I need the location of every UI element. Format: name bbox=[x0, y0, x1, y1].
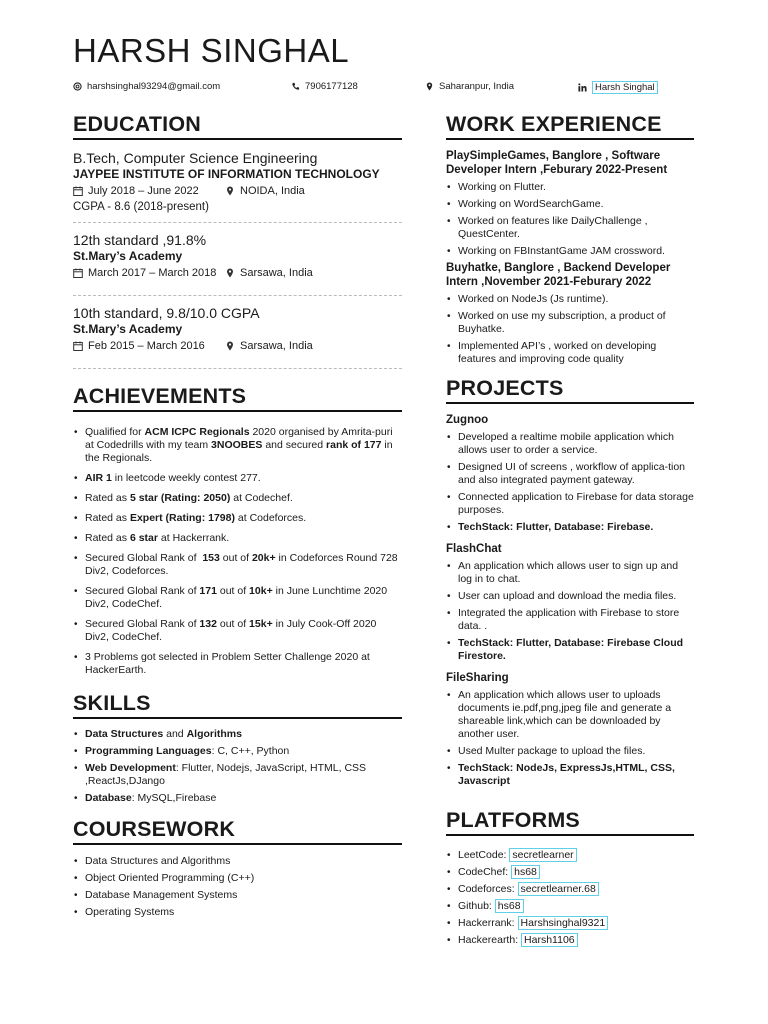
platforms-list bbox=[446, 849, 694, 947]
coursework-item: • Operating Systems bbox=[73, 906, 402, 919]
education-entry bbox=[73, 232, 402, 279]
map-pin-icon bbox=[225, 268, 235, 278]
job-bullet: • Worked on use my subscription, a product of Buyhatke. bbox=[446, 310, 694, 336]
edu-location: Sarsawa, India bbox=[240, 267, 313, 279]
linkedin-icon bbox=[578, 83, 587, 92]
achievements-list bbox=[73, 426, 402, 677]
dates: March 2017 – March 2018 bbox=[88, 267, 217, 279]
at-icon bbox=[73, 82, 82, 91]
project-bullet: • TechStack: Flutter, Database: Firebase. bbox=[446, 521, 694, 534]
degree: B.Tech, Computer Science Engineering bbox=[73, 150, 318, 166]
achievement-item: • Rated as 5 star (Rating: 2050) at Codechef. bbox=[73, 492, 402, 505]
skill-item: • Data Structures and Algorithms bbox=[73, 728, 402, 741]
calendar-icon bbox=[73, 186, 83, 196]
platform-site: Hackerrank: bbox=[458, 917, 518, 929]
phone-contact[interactable] bbox=[291, 81, 358, 92]
platform-handle-link[interactable]: hs68 bbox=[495, 899, 524, 913]
edu-location: NOIDA, India bbox=[240, 185, 305, 197]
job-bullet: • Working on Flutter. bbox=[446, 181, 694, 194]
platform-item bbox=[446, 849, 694, 862]
platform-site: Codeforces: bbox=[458, 883, 518, 895]
job-bullet: • Worked on NodeJs (Js runtime). bbox=[446, 293, 694, 306]
achievement-item: • Rated as Expert (Rating: 1798) at Codeforces. bbox=[73, 512, 402, 525]
project-bullets bbox=[446, 689, 694, 788]
map-pin-icon bbox=[225, 186, 235, 196]
platform-item bbox=[446, 934, 694, 947]
platform-item bbox=[446, 900, 694, 913]
project-bullet: • Designed UI of screens , workflow of applica-tion and also integrated payment gateway. bbox=[446, 461, 694, 487]
left-column bbox=[73, 112, 402, 919]
right-column bbox=[446, 112, 694, 947]
coursework-item: • Database Management Systems bbox=[73, 889, 402, 902]
dates: July 2018 – June 2022 bbox=[88, 185, 199, 197]
job-bullet: • Working on FBInstantGame JAM crossword. bbox=[446, 245, 694, 258]
coursework-heading: COURSEWORK bbox=[73, 817, 402, 845]
platform-item bbox=[446, 866, 694, 879]
achievement-item: • AIR 1 in leetcode weekly contest 277. bbox=[73, 472, 402, 485]
platforms-heading: PLATFORMS bbox=[446, 808, 694, 836]
skills-heading: SKILLS bbox=[73, 691, 402, 719]
achievement-item: • Secured Global Rank of 153 out of 20k+ in Codeforces Round 728 Div2, Codeforces. bbox=[73, 552, 402, 578]
skills-list bbox=[73, 728, 402, 805]
project-bullet: • Integrated the application with Firebase to store data. . bbox=[446, 607, 694, 633]
linkedin-link[interactable]: Harsh Singhal bbox=[592, 81, 658, 94]
candidate-name: HARSH SINGHAL bbox=[73, 32, 350, 69]
project-bullet: • TechStack: Flutter, Database: Firebase Cloud Firestore. bbox=[446, 637, 694, 663]
location-text: Saharanpur, India bbox=[439, 81, 515, 92]
platform-site: Github: bbox=[458, 900, 495, 912]
map-pin-icon bbox=[225, 341, 235, 351]
project-bullets bbox=[446, 431, 694, 534]
divider bbox=[73, 295, 402, 296]
project-bullet: • Used Multer package to upload the files. bbox=[446, 745, 694, 758]
skill-item: • Programming Languages: C, C++, Python bbox=[73, 745, 402, 758]
achievement-item: • Secured Global Rank of 171 out of 10k+ in June Lunchtime 2020 Div2, CodeChef. bbox=[73, 585, 402, 611]
degree: 10th standard, 9.8/10.0 CGPA bbox=[73, 305, 260, 321]
email-text: harshsinghal93294@gmail.com bbox=[87, 81, 221, 92]
platform-site: CodeChef: bbox=[458, 866, 512, 878]
work-list bbox=[446, 149, 694, 366]
achievement-item: • Qualified for ACM ICPC Regionals 2020 organised by Amrita-puri at Codedrills with my team 3NOOBES and secured rank of 177 in the Regionals. bbox=[73, 426, 402, 465]
location-contact bbox=[425, 81, 514, 92]
platform-handle-link[interactable]: secretlearner.68 bbox=[518, 882, 599, 896]
work-heading: WORK EXPERIENCE bbox=[446, 112, 694, 140]
phone-text: 7906177128 bbox=[305, 81, 358, 92]
education-entry bbox=[73, 150, 402, 213]
platform-handle-link[interactable]: Harshsinghal9321 bbox=[518, 916, 609, 930]
platform-handle-link[interactable]: Harsh1106 bbox=[521, 933, 578, 947]
skill-item: • Web Development: Flutter, Nodejs, JavaScript, HTML, CSS ,ReactJs,DJango bbox=[73, 762, 402, 788]
project-name: FlashChat bbox=[446, 543, 502, 555]
education-heading: EDUCATION bbox=[73, 112, 402, 140]
project-bullets bbox=[446, 560, 694, 663]
cgpa: CGPA - 8.6 (2018-present) bbox=[73, 201, 209, 213]
achievement-item: • Rated as 6 star at Hackerrank. bbox=[73, 532, 402, 545]
institution: St.Mary’s Academy bbox=[73, 249, 183, 263]
project-bullet: • Developed a realtime mobile application which allows user to order a service. bbox=[446, 431, 694, 457]
phone-icon bbox=[291, 82, 300, 91]
project-bullet: • TechStack: NodeJs, ExpressJs,HTML, CSS, Javascript bbox=[446, 762, 694, 788]
skill-item: • Database: MySQL,Firebase bbox=[73, 792, 402, 805]
projects-heading: PROJECTS bbox=[446, 376, 694, 404]
degree: 12th standard ,91.8% bbox=[73, 232, 207, 248]
calendar-icon bbox=[73, 268, 83, 278]
project-name: FileSharing bbox=[446, 672, 509, 684]
project-bullet: • User can upload and download the media files. bbox=[446, 590, 694, 603]
job-bullet: • Working on WordSearchGame. bbox=[446, 198, 694, 211]
project-bullet: • Connected application to Firebase for data storage purposes. bbox=[446, 491, 694, 517]
job-heading: Buyhatke, Banglore , Backend Developer Intern ,November 2021-Feburary 2022 bbox=[446, 262, 671, 288]
email-contact[interactable] bbox=[73, 81, 220, 92]
achievement-item: • Secured Global Rank of 132 out of 15k+ in July Cook-Off 2020 Div2, CodeChef. bbox=[73, 618, 402, 644]
platform-site: Hackerearth: bbox=[458, 934, 522, 946]
projects-list bbox=[446, 413, 694, 788]
divider bbox=[73, 368, 402, 369]
platform-item bbox=[446, 917, 694, 930]
project-name: Zugnoo bbox=[446, 414, 489, 426]
achievement-item: • 3 Problems got selected in Problem Setter Challenge 2020 at HackerEarth. bbox=[73, 651, 402, 677]
job-bullet: • Worked on features like DailyChallenge , QuestCenter. bbox=[446, 215, 694, 241]
achievements-heading: ACHIEVEMENTS bbox=[73, 384, 402, 412]
job-bullets bbox=[446, 181, 694, 258]
coursework-item: • Data Structures and Algorithms bbox=[73, 855, 402, 868]
job-bullet: • Implemented API’s , worked on developing features and improving code quality bbox=[446, 340, 694, 366]
project-bullet: • An application which allows user to uploads documents ie.pdf,png,jpeg file and generate a shareable link,which can be downloaded by another user. bbox=[446, 689, 694, 741]
platform-handle-link[interactable]: hs68 bbox=[511, 865, 540, 879]
job-heading: PlaySimpleGames, Banglore , Software Developer Intern ,Feburary 2022-Present bbox=[446, 150, 668, 176]
coursework-item: • Object Oriented Programming (C++) bbox=[73, 872, 402, 885]
project-bullet: • An application which allows user to sign up and log in to chat. bbox=[446, 560, 694, 586]
calendar-icon bbox=[73, 341, 83, 351]
map-pin-icon bbox=[425, 82, 434, 91]
linkedin-contact[interactable] bbox=[578, 81, 658, 94]
education-entry bbox=[73, 305, 402, 352]
job-bullets bbox=[446, 293, 694, 366]
coursework-list bbox=[73, 855, 402, 919]
divider bbox=[73, 222, 402, 223]
platform-site: LeetCode: bbox=[458, 849, 510, 861]
platform-item bbox=[446, 883, 694, 896]
platform-handle-link[interactable]: secretlearner bbox=[509, 848, 576, 862]
institution: St.Mary’s Academy bbox=[73, 322, 183, 336]
institution: JAYPEE INSTITUTE OF INFORMATION TECHNOLOGY bbox=[73, 167, 380, 181]
edu-location: Sarsawa, India bbox=[240, 340, 313, 352]
dates: Feb 2015 – March 2016 bbox=[88, 340, 205, 352]
